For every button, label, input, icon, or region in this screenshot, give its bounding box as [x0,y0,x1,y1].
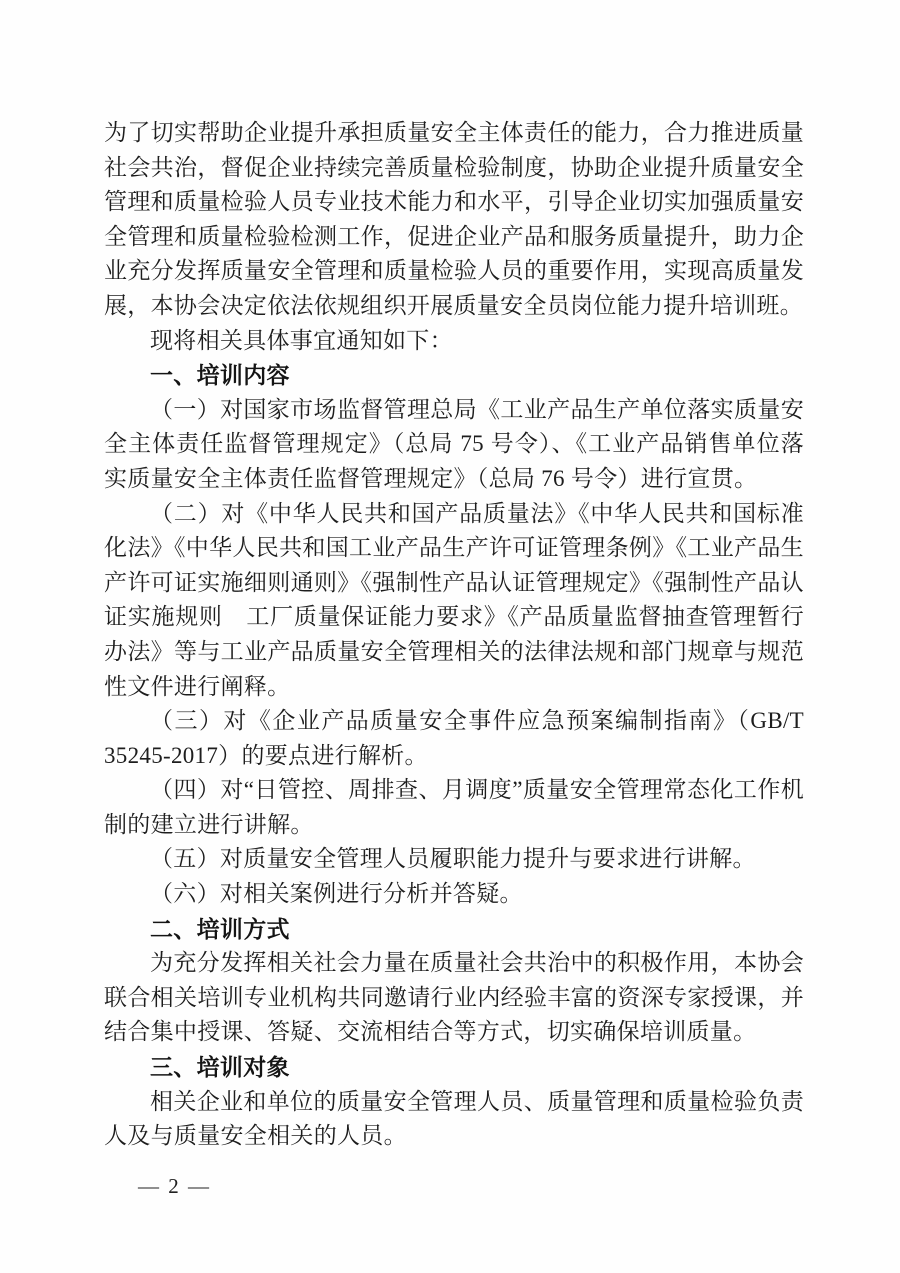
item-2-paragraph: （二）对《中华人民共和国产品质量法》《中华人民共和国标准化法》《中华人民共和国工业产品生产许可证管理条例》《工业产品生产许可证实施细则通则》《强制性产品认证管理规定》《强制性产品认证实施规则 工厂质量保证能力要求》《产品质量监督抽查管理暂行办法》等与工业产品质量安全管理相关的法律法规和部门规章与规范性文件进行阐释。 [104,500,804,699]
intro-line: 现将相关具体事宜通知如下： [150,327,453,353]
item-5-paragraph: （五）对质量安全管理人员履职能力提升与要求进行讲解。 [150,846,756,872]
section-heading-training-audience: 三、培训对象 [150,1054,290,1081]
continuation-paragraph: 为了切实帮助企业提升承担质量安全主体责任的能力，合力推进质量社会共治，督促企业持续完善质量检验制度，协助企业提升质量安全管理和质量检验人员专业技术能力和水平，引导企业切实加强质量安全管理和质量检验检测工作，促进企业产品和服务质量提升，助力企业充分发挥质量安全管理和质量检验人员的重要作用，实现高质量发展，本协会决定依法依规组织开展质量安全员岗位能力提升培训班。 [104,120,804,318]
item-3-paragraph: （三）对《企业产品质量安全事件应急预案编制指南》（GB/T 35245-2017）的要点进行解析。 [104,708,804,768]
page-number: — 2 — [138,1174,211,1198]
document-body [104,116,804,1154]
section-heading-training-content: 一、培训内容 [150,362,290,389]
section-heading-training-method: 二、培训方式 [150,915,290,942]
training-audience-paragraph: 相关企业和单位的质量安全管理人员、质量管理和质量检验负责人及与质量安全相关的人员。 [104,1088,804,1149]
item-1-paragraph: （一）对国家市场监督管理总局《工业产品生产单位落实质量安全主体责任监督管理规定》（总局 75 号令）、《工业产品销售单位落实质量安全主体责任监督管理规定》（总局 76 号令）进行宣贯。 [104,396,804,491]
item-6-paragraph: （六）对相关案例进行分析并答疑。 [150,881,523,907]
item-4-paragraph: （四）对“日管控、周排查、月调度”质量安全管理常态化工作机制的建立进行讲解。 [104,777,804,837]
training-method-paragraph: 为充分发挥相关社会力量在质量社会共治中的积极作用，本协会联合相关培训专业机构共同邀请行业内经验丰富的资深专家授课，并结合集中授课、答疑、交流相结合等方式，切实确保培训质量。 [104,950,804,1045]
